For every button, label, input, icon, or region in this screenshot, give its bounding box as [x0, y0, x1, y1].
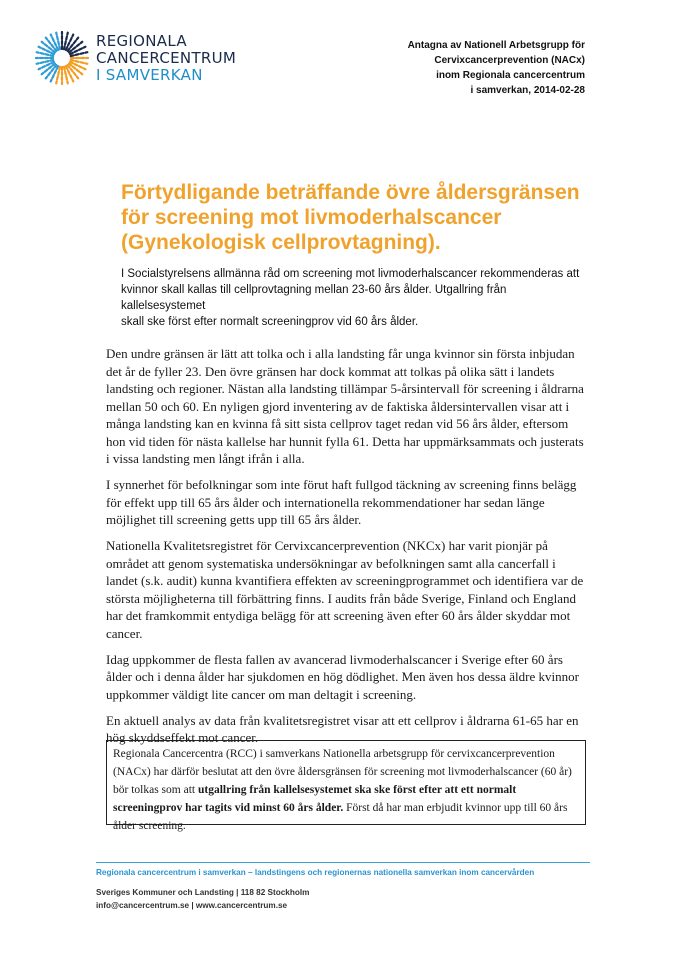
- title-line: (Gynekologisk cellprovtagning).: [121, 231, 441, 254]
- logo-line-3: I SAMVERKAN: [96, 66, 203, 84]
- body-paragraph: Den undre gränsen är lätt att tolka och i alla landsting får unga kvinnor sin första inbjudan det år de fyller 23. Den övre gränsen har dock kommat att tolkas på olika sätt i landets landsting och regioner. Nästan alla landsting tillämpar 5-årsintervall för screening i åldrarna mellan 50 och 60. En nyligen gjord inventering av de faktiska åldersintervallen visar att i många landsting kan en kvinna få sitt sista cellprov taget redan vid 56 års ålder, eftersom hon vid tiden för nästa kallelse har hunnit fylla 61. Detta har uppmärksammats och justerats i vissa landsting men långt ifrån i alla.: [106, 346, 584, 466]
- decision-text-end: Först då har man erbjudit kvinnor upp till 60 års ålder screening.: [113, 802, 568, 832]
- title-line: för screening mot livmoderhalscancer: [121, 206, 502, 229]
- adoption-note-line: inom Regionala cancercentrum: [436, 70, 585, 81]
- document-title: [121, 180, 601, 255]
- body-paragraph: Idag uppkommer de flesta fallen av avancerad livmoderhalscancer i Sverige efter 60 års ålder och i denna ålder har sjukdomen en hög dödlighet. Men även hos dessa äldre kvinnor uppkommer väldigt lite cancer om man deltagit i screening.: [106, 651, 579, 702]
- body-text: [106, 345, 590, 755]
- logo-line-2: CANCERCENTRUM: [96, 49, 237, 67]
- intro-paragraph: [121, 266, 591, 330]
- decision-text-bold: utgallring från kallelsesystemet ska ske först efter att ett normalt screeningprov har tagits vid minst 60 års ålder.: [113, 784, 517, 814]
- footer-contact: [96, 886, 309, 912]
- title-line: Förtydligande beträffande övre åldersgränsen: [121, 181, 580, 204]
- intro-line: skall ske först efter normalt screeningprov vid 60 års ålder.: [121, 316, 419, 328]
- logo-text: [96, 33, 236, 84]
- adoption-note: [408, 38, 585, 98]
- footer-address: Sveriges Kommuner och Landsting | 118 82 Stockholm: [96, 888, 310, 897]
- sunburst-logo-icon: [34, 30, 90, 86]
- adoption-note-line: Cervixcancerprevention (NACx): [434, 55, 585, 66]
- intro-line: I Socialstyrelsens allmänna råd om screening mot livmoderhalscancer rekommenderas att: [121, 268, 580, 280]
- body-paragraph: En aktuell analys av data från kvalitetsregistret visar att ett cellprov i åldrarna 61-65 har en hög skyddseffekt mot cancer.: [106, 712, 579, 745]
- footer-tagline: Regionala cancercentrum i samverkan – landstingens och regionernas nationella samverkan inom cancervården: [96, 868, 535, 877]
- decision-box: [106, 740, 586, 832]
- footer-divider: [96, 862, 590, 863]
- adoption-note-line: i samverkan, 2014-02-28: [470, 85, 585, 96]
- footer-email-web: info@cancercentrum.se | www.cancercentrum.se: [96, 901, 288, 910]
- adoption-note-line: Antagna av Nationell Arbetsgrupp för: [407, 40, 585, 51]
- body-paragraph: I synnerhet för befolkningar som inte förut haft fullgod täckning av screening finns belägg för effekt upp till 65 års ålder och internationella rekommendationer har sedan länge möjlighet till screening getts upp till 65 års ålder.: [106, 477, 577, 527]
- decision-text: Regionala Cancercentra (RCC) i samverkans Nationella arbetsgrupp för cervixcancerprevention (NACx) har därför beslutat att den övre åldersgränsen för screening mot livmoderhalscancer (60 år) bör tolkas som att: [113, 748, 572, 796]
- logo-line-1: REGIONALA: [96, 32, 187, 50]
- intro-line: kvinnor skall kallas till cellprovtagning mellan 23-60 års ålder. Utgallring från kallelsesystemet: [121, 284, 507, 312]
- body-paragraph: Nationella Kvalitetsregistret för Cervixcancerprevention (NKCx) har varit pionjär på området att genom systematiska undersökningar av befolkningen samt alla cancerfall i landet (s.k. audit) kunna kvantifiera effekten av screeningprogrammet och identifiera var de största möjligheterna till förbättring finns. I audits från både Sverige, Finland och England har det framkommit entydiga belägg för att screening även efter 60 års ålder skyddar mot cancer.: [106, 538, 584, 641]
